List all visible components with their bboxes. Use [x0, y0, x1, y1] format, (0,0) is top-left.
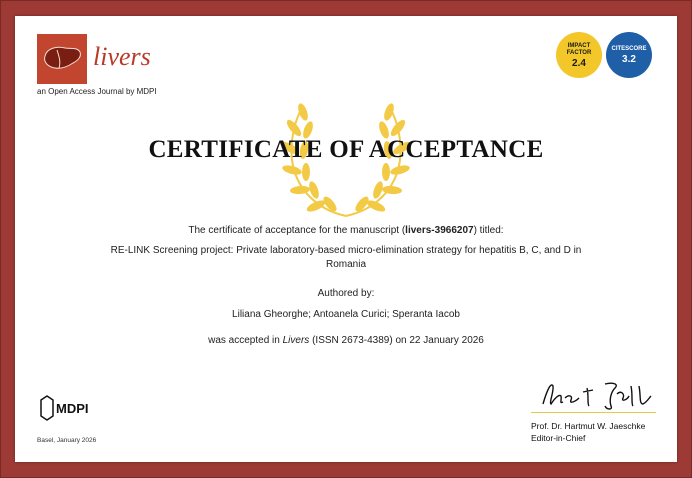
- intro-text-after: ) titled:: [473, 225, 504, 236]
- mdpi-logo-text: MDPI: [56, 401, 89, 416]
- accepted-text-after: (ISSN 2673-4389) on 22 January 2026: [309, 335, 484, 346]
- citescore-badge: [606, 32, 652, 78]
- manuscript-title-line-1: RE-LINK Screening project: Private laboratory-based micro-elimination strategy for hepatitis B, C, and D in: [110, 245, 582, 256]
- acceptance-intro: [55, 224, 637, 238]
- place-date: Basel, January 2026: [37, 437, 97, 444]
- liver-logo-icon: [37, 34, 87, 84]
- certificate-title: CERTIFICATE OF ACCEPTANCE: [148, 136, 544, 163]
- signer-block: [531, 420, 645, 444]
- journal-tagline: an Open Access Journal by MDPI: [37, 87, 157, 96]
- certificate-sheet: [15, 16, 677, 462]
- mdpi-logo: [37, 394, 95, 422]
- journal-name: livers: [93, 42, 151, 71]
- intro-text-before: The certificate of acceptance for the manuscript (: [188, 225, 406, 236]
- signer-role: Editor-in-Chief: [531, 433, 586, 443]
- impact-factor-badge: [556, 32, 602, 78]
- citescore-value: 3.2: [622, 54, 636, 65]
- impact-factor-label-2: FACTOR: [566, 50, 592, 56]
- manuscript-id: livers-3966207: [405, 225, 474, 236]
- manuscript-title-line-2: Romania: [325, 259, 367, 270]
- impact-factor-label-1: IMPACT: [567, 43, 591, 49]
- signature-line: [531, 412, 656, 413]
- accepted-journal-name: Livers: [282, 335, 310, 346]
- authored-by-label: Authored by:: [317, 288, 375, 299]
- accepted-text-before: was accepted in: [208, 335, 283, 346]
- impact-factor-value: 2.4: [572, 58, 586, 69]
- editor-signature: [535, 376, 655, 412]
- acceptance-statement: [55, 334, 637, 348]
- citescore-label: CITESCORE: [611, 46, 647, 52]
- authors-list: Liliana Gheorghe; Antoanela Curici; Speranta Iacob: [232, 309, 460, 320]
- signer-name: Prof. Dr. Hartmut W. Jaeschke: [531, 421, 646, 431]
